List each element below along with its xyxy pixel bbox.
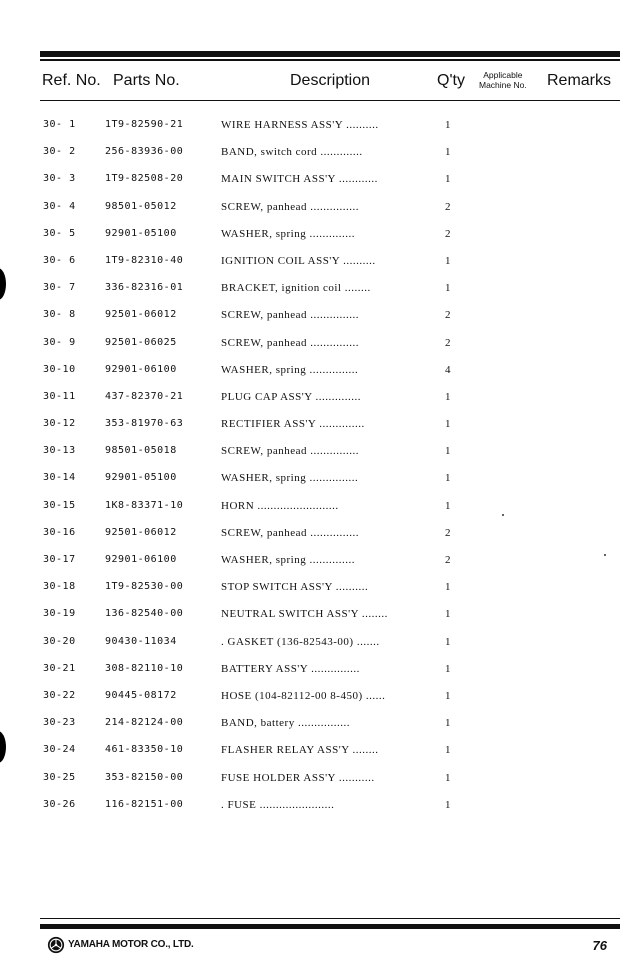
parts-no-cell: 256-83936-00 — [105, 146, 184, 158]
qty-cell: 1 — [445, 472, 451, 485]
table-row — [0, 361, 629, 388]
description-cell: . GASKET (136-82543-00) ....... — [221, 635, 380, 648]
parts-no-cell: 92901-05100 — [105, 227, 177, 239]
table-row — [0, 170, 629, 197]
qty-cell: 1 — [445, 744, 451, 757]
table-row — [0, 741, 629, 768]
description-cell: SCREW, panhead ............... — [221, 445, 360, 458]
qty-cell: 1 — [445, 390, 451, 403]
table-row — [0, 687, 629, 714]
table-row — [0, 143, 629, 170]
ref-no-cell: 30- 8 — [43, 309, 76, 321]
parts-no-cell: 92501-06012 — [105, 526, 177, 538]
table-row — [0, 497, 629, 524]
header-applicable-machine — [479, 70, 527, 90]
parts-no-cell: 308-82110-10 — [105, 662, 184, 674]
ref-no-cell: 30- 6 — [43, 254, 76, 266]
description-cell: SCREW, panhead ............... — [221, 526, 360, 539]
footer-company-name: YAMAHA MOTOR CO., LTD. — [68, 939, 194, 950]
ref-no-cell: 30-14 — [43, 472, 76, 484]
qty-cell: 1 — [445, 717, 451, 730]
parts-no-cell: 1T9-82310-40 — [105, 254, 184, 266]
ref-no-cell: 30-17 — [43, 554, 76, 565]
description-cell: WIRE HARNESS ASS'Y .......... — [221, 119, 379, 131]
table-header — [0, 70, 629, 96]
parts-no-cell: 136-82540-00 — [105, 608, 184, 620]
description-cell: IGNITION COIL ASS'Y .......... — [221, 254, 376, 267]
qty-cell: 1 — [445, 635, 451, 648]
table-row — [0, 633, 629, 660]
ref-no-cell: 30-26 — [43, 798, 76, 810]
table-row — [0, 714, 629, 741]
table-row — [0, 388, 629, 415]
bottom-thin-rule — [40, 918, 620, 919]
qty-cell: 1 — [445, 798, 451, 811]
ref-no-cell: 30-25 — [43, 771, 76, 783]
qty-cell: 1 — [445, 173, 451, 186]
qty-cell: 1 — [445, 445, 451, 458]
ref-no-cell: 30-18 — [43, 581, 76, 593]
ref-no-cell: 30-20 — [43, 635, 76, 647]
ref-no-cell: 30- 9 — [43, 336, 76, 348]
parts-no-cell: 1K8-83371-10 — [105, 499, 184, 511]
description-cell: BAND, battery ................ — [221, 717, 350, 730]
bottom-thick-rule — [40, 924, 620, 929]
top-thin-rule — [40, 59, 620, 61]
qty-cell: 1 — [445, 662, 451, 675]
table-row — [0, 551, 629, 578]
parts-list — [0, 116, 629, 823]
description-cell: WASHER, spring ............... — [221, 472, 359, 485]
qty-cell: 1 — [445, 282, 451, 295]
qty-cell: 2 — [445, 554, 451, 566]
parts-no-cell: 1T9-82508-20 — [105, 173, 184, 185]
description-cell: BAND, switch cord ............. — [221, 146, 363, 159]
ref-no-cell: 30- 1 — [43, 119, 76, 130]
parts-no-cell: 92901-06100 — [105, 554, 177, 565]
parts-no-cell: 98501-05018 — [105, 445, 177, 457]
description-cell: WASHER, spring .............. — [221, 227, 355, 240]
parts-no-cell: 92901-05100 — [105, 472, 177, 484]
description-cell: HORN ......................... — [221, 499, 339, 512]
description-cell: PLUG CAP ASS'Y .............. — [221, 390, 362, 403]
description-cell: NEUTRAL SWITCH ASS'Y ........ — [221, 608, 388, 621]
table-row — [0, 605, 629, 632]
table-row — [0, 578, 629, 605]
qty-cell: 1 — [445, 499, 451, 512]
table-row — [0, 198, 629, 225]
ref-no-cell: 30-11 — [43, 390, 76, 402]
ref-no-cell: 30- 7 — [43, 282, 76, 294]
description-cell: RECTIFIER ASS'Y .............. — [221, 418, 365, 431]
top-thick-rule — [40, 51, 620, 57]
header-rule — [40, 100, 620, 101]
ref-no-cell: 30-12 — [43, 418, 76, 430]
parts-no-cell: 353-81970-63 — [105, 418, 184, 430]
table-row — [0, 334, 629, 361]
parts-no-cell: 1T9-82530-00 — [105, 581, 184, 593]
description-cell: WASHER, spring ............... — [221, 363, 359, 376]
table-row — [0, 225, 629, 252]
qty-cell: 1 — [445, 254, 451, 267]
ref-no-cell: 30-23 — [43, 717, 76, 729]
parts-no-cell: 461-83350-10 — [105, 744, 184, 756]
parts-no-cell: 92501-06025 — [105, 336, 177, 348]
header-applicable-line2: Machine No. — [479, 80, 527, 90]
table-row — [0, 306, 629, 333]
description-cell: MAIN SWITCH ASS'Y ............ — [221, 173, 378, 186]
qty-cell: 2 — [445, 309, 451, 322]
ref-no-cell: 30-21 — [43, 662, 76, 674]
table-row — [0, 660, 629, 687]
parts-no-cell: 336-82316-01 — [105, 282, 184, 294]
ref-no-cell: 30-13 — [43, 445, 76, 457]
description-cell: HOSE (104-82112-00 8-450) ...... — [221, 689, 386, 702]
header-remarks: Remarks — [547, 72, 612, 89]
parts-no-cell: 353-82150-00 — [105, 771, 184, 783]
header-applicable-line1: Applicable — [483, 70, 523, 80]
parts-no-cell: 116-82151-00 — [105, 798, 184, 810]
qty-cell: 1 — [445, 771, 451, 784]
header-description: Description — [290, 72, 371, 89]
parts-no-cell: 92501-06012 — [105, 309, 177, 321]
description-cell: BRACKET, ignition coil ........ — [221, 282, 371, 295]
ref-no-cell: 30-16 — [43, 526, 76, 538]
parts-no-cell: 1T9-82590-21 — [105, 119, 184, 130]
parts-no-cell: 90445-08172 — [105, 689, 177, 701]
qty-cell: 1 — [445, 581, 451, 594]
table-row — [0, 279, 629, 306]
scan-speck — [604, 554, 606, 556]
ref-no-cell: 30- 4 — [43, 200, 76, 212]
ref-no-cell: 30-10 — [43, 363, 76, 375]
header-ref-no: Ref. No. — [42, 72, 101, 89]
parts-no-cell: 437-82370-21 — [105, 390, 184, 402]
header-qty: Q'ty — [437, 72, 465, 89]
qty-cell: 1 — [445, 689, 451, 702]
table-row — [0, 769, 629, 796]
description-cell: SCREW, panhead ............... — [221, 309, 360, 322]
qty-cell: 2 — [445, 336, 451, 349]
ref-no-cell: 30-15 — [43, 499, 76, 511]
description-cell: BATTERY ASS'Y ............... — [221, 662, 360, 675]
ref-no-cell: 30-19 — [43, 608, 76, 620]
table-row — [0, 442, 629, 469]
qty-cell: 2 — [445, 200, 451, 213]
description-cell: SCREW, panhead ............... — [221, 200, 360, 213]
parts-no-cell: 98501-05012 — [105, 200, 177, 212]
ref-no-cell: 30-24 — [43, 744, 76, 756]
ref-no-cell: 30- 2 — [43, 146, 76, 158]
ref-no-cell: 30-22 — [43, 689, 76, 701]
parts-no-cell: 90430-11034 — [105, 635, 177, 647]
description-cell: . FUSE ....................... — [221, 798, 335, 811]
qty-cell: 1 — [445, 608, 451, 621]
table-row — [0, 796, 629, 823]
description-cell: STOP SWITCH ASS'Y .......... — [221, 581, 369, 594]
description-cell: WASHER, spring .............. — [221, 554, 355, 566]
description-cell: FLASHER RELAY ASS'Y ........ — [221, 744, 379, 757]
qty-cell: 1 — [445, 146, 451, 159]
header-parts-no: Parts No. — [113, 72, 180, 89]
qty-cell: 2 — [445, 227, 451, 240]
table-row — [0, 415, 629, 442]
ref-no-cell: 30- 5 — [43, 227, 76, 239]
parts-no-cell: 92901-06100 — [105, 363, 177, 375]
table-row — [0, 116, 629, 143]
description-cell: SCREW, panhead ............... — [221, 336, 360, 349]
table-row — [0, 524, 629, 551]
qty-cell: 1 — [445, 418, 451, 431]
ref-no-cell: 30- 3 — [43, 173, 76, 185]
qty-cell: 4 — [445, 363, 451, 376]
description-cell: FUSE HOLDER ASS'Y ........... — [221, 771, 375, 784]
yamaha-logo-icon — [47, 936, 65, 954]
scan-speck — [502, 514, 504, 516]
page-number: 76 — [592, 938, 607, 953]
qty-cell: 2 — [445, 526, 451, 539]
table-row — [0, 252, 629, 279]
parts-no-cell: 214-82124-00 — [105, 717, 184, 729]
qty-cell: 1 — [445, 119, 451, 131]
table-row — [0, 469, 629, 496]
